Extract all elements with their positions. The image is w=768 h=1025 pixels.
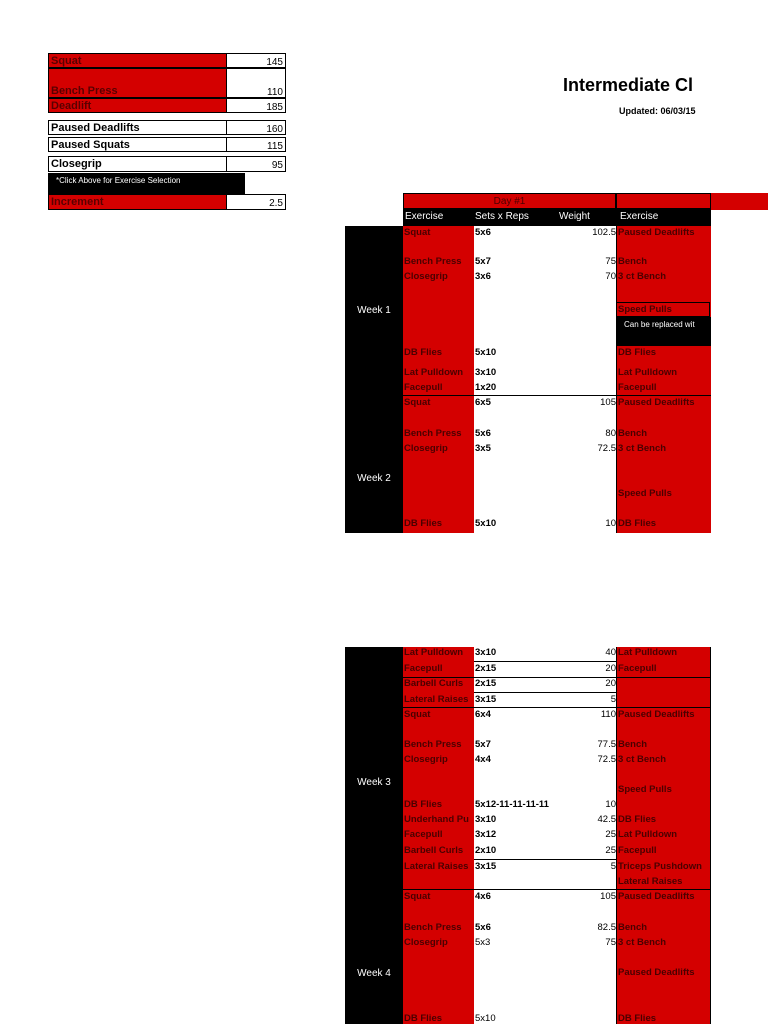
row-sets-reps[interactable]: 5x10	[475, 518, 497, 529]
row-exercise[interactable]: Bench Press	[404, 922, 462, 933]
row-sets-reps[interactable]: 6x5	[475, 397, 491, 408]
row-sets-reps[interactable]: 3x5	[475, 443, 491, 454]
col-divider	[616, 226, 617, 533]
row-sets-reps[interactable]: 5x3	[475, 937, 491, 948]
row-weight: 77.5	[597, 739, 616, 750]
row-sets-reps[interactable]: 2x10	[475, 845, 497, 856]
week-divider	[403, 889, 711, 890]
row-weight: 72.5	[597, 754, 616, 765]
row-exercise[interactable]: Lateral Raises	[404, 861, 469, 872]
row-sets-reps[interactable]: 3x12	[475, 829, 497, 840]
lift-value-paused-squats[interactable]: 115	[226, 137, 286, 152]
row-exercise-2[interactable]: DB Flies	[618, 347, 657, 358]
replace-tooltip: Can be replaced wit	[616, 317, 711, 346]
row-exercise-2[interactable]: 3 ct Bench	[618, 271, 667, 282]
row-weight: 5	[610, 861, 616, 872]
row-exercise-2[interactable]: Facepull	[618, 382, 657, 393]
col-header-exercise: Exercise	[405, 211, 444, 222]
row-exercise-2[interactable]: Bench	[618, 922, 648, 933]
row-exercise[interactable]: Lat Pulldown	[404, 647, 464, 658]
col-header-weight: Weight	[559, 211, 590, 222]
row-exercise[interactable]: Closegrip	[404, 443, 448, 454]
row-exercise[interactable]: Facepull	[404, 663, 443, 674]
row-divider	[474, 692, 616, 693]
row-divider	[474, 661, 616, 662]
row-weight: 75	[605, 937, 616, 948]
row-exercise-2[interactable]: Paused Deadlifts	[618, 967, 695, 978]
col-divider	[616, 647, 617, 1024]
row-exercise[interactable]: DB Flies	[404, 347, 443, 358]
row-exercise[interactable]: Barbell Curls	[404, 678, 464, 689]
row-sets-reps[interactable]: 5x6	[475, 922, 491, 933]
exercise-selection-note: *Click Above for Exercise Selection	[48, 173, 245, 195]
row-exercise-2[interactable]: Paused Deadlifts	[618, 891, 695, 902]
exercise2-column-b-blank	[616, 677, 711, 707]
row-exercise[interactable]: Closegrip	[404, 271, 448, 282]
row-weight: 75	[605, 256, 616, 267]
row-sets-reps[interactable]: 2x15	[475, 663, 497, 674]
col-divider	[710, 647, 711, 1024]
row-sets-reps[interactable]: 4x6	[475, 891, 491, 902]
row-sets-reps[interactable]: 3x6	[475, 271, 491, 282]
row-exercise-2[interactable]: Bench	[618, 256, 648, 267]
row-exercise-2[interactable]: Facepull	[618, 845, 657, 856]
week-column-a	[345, 226, 403, 533]
updated-date: Updated: 06/03/15	[619, 106, 696, 116]
row-exercise[interactable]: Bench Press	[404, 256, 462, 267]
row-exercise[interactable]: DB Flies	[404, 1013, 443, 1024]
row-exercise[interactable]: Squat	[404, 709, 431, 720]
row-exercise[interactable]: Closegrip	[404, 937, 448, 948]
row-exercise-2[interactable]: 3 ct Bench	[618, 754, 667, 765]
row-weight: 25	[605, 829, 616, 840]
row-exercise-2[interactable]: DB Flies	[618, 814, 657, 825]
row-exercise[interactable]: Lateral Raises	[404, 694, 469, 705]
column-header-bar	[403, 209, 711, 226]
row-sets-reps[interactable]: 5x10	[475, 1013, 496, 1024]
row-exercise-2[interactable]: Triceps Pushdown	[618, 861, 702, 872]
lift-value-deadlift[interactable]: 185	[226, 98, 286, 113]
row-sets-reps[interactable]: 4x4	[475, 754, 491, 765]
row-exercise[interactable]: Closegrip	[404, 754, 448, 765]
row-weight: 70	[605, 271, 616, 282]
row-weight: 105	[600, 891, 616, 902]
lift-name-deadlift[interactable]: Deadlift	[48, 98, 226, 113]
row-sets-reps[interactable]: 5x10	[475, 347, 497, 358]
row-exercise-2[interactable]: Paused Deadlifts	[618, 709, 695, 720]
row-exercise-2[interactable]: Lat Pulldown	[618, 647, 678, 658]
row-exercise[interactable]: Facepull	[404, 829, 443, 840]
row-weight: 5	[610, 694, 616, 705]
day-header-label: Day #1	[493, 196, 526, 207]
row-exercise-2[interactable]: Lateral Raises	[618, 876, 683, 887]
row-sets-reps[interactable]: 5x6	[475, 428, 491, 439]
row-exercise[interactable]: Facepull	[404, 382, 443, 393]
row-exercise[interactable]: Bench Press	[404, 428, 462, 439]
row-exercise-2[interactable]: Lat Pulldown	[618, 367, 678, 378]
row-exercise-2[interactable]: Paused Deadlifts	[618, 227, 695, 238]
row-exercise[interactable]: Squat	[404, 891, 431, 902]
lift-name-bench-press[interactable]: Bench Press	[48, 68, 226, 98]
row-weight: 10	[605, 799, 616, 810]
row-weight: 20	[605, 663, 616, 674]
row-sets-reps[interactable]: 3x15	[475, 861, 497, 872]
week-1-label: Week 1	[357, 305, 391, 316]
row-sets-reps[interactable]: 3x15	[475, 694, 497, 705]
day-header-bar	[403, 193, 616, 209]
row-weight: 20	[605, 678, 616, 689]
row-weight: 82.5	[597, 922, 616, 933]
row-weight: 72.5	[597, 443, 616, 454]
week-divider	[403, 707, 711, 708]
row-exercise-2[interactable]: Speed Pulls	[618, 784, 672, 795]
lift-value-squat[interactable]: 145	[226, 53, 286, 68]
row-exercise[interactable]: Underhand Pu	[404, 814, 469, 825]
row-weight: 105	[600, 397, 616, 408]
row-exercise-2[interactable]: Speed Pulls	[618, 488, 672, 499]
lift-value-bench-press[interactable]: 110	[226, 68, 286, 98]
row-weight: 80	[605, 428, 616, 439]
week-4-label: Week 4	[357, 968, 391, 979]
row-sets-reps[interactable]: 5x7	[475, 256, 491, 267]
row-exercise-2[interactable]: Facepull	[618, 663, 657, 674]
row-exercise-2[interactable]: Paused Deadlifts	[618, 397, 695, 408]
red-ribbon	[711, 193, 768, 210]
row-weight: 42.5	[597, 814, 616, 825]
row-sets-reps[interactable]: 3x10	[475, 814, 497, 825]
row-exercise[interactable]: DB Flies	[404, 799, 443, 810]
row-exercise[interactable]: DB Flies	[404, 518, 443, 529]
row-sets-reps[interactable]: 3x10	[475, 367, 497, 378]
increment-value[interactable]: 2.5	[226, 194, 286, 210]
row-weight: 102.5	[592, 227, 616, 238]
row-weight: 10	[605, 518, 616, 529]
row-divider	[474, 859, 616, 860]
row-sets-reps[interactable]: 3x10	[475, 647, 497, 658]
lift-name-paused-squats[interactable]: Paused Squats	[48, 137, 226, 152]
row-exercise[interactable]: Squat	[404, 227, 431, 238]
lift-name-paused-deadlifts[interactable]: Paused Deadlifts	[48, 120, 226, 135]
row-weight: 40	[605, 647, 616, 658]
week-3-label: Week 3	[357, 777, 391, 788]
row-sets-reps[interactable]: 5x12-11-11-11-11	[475, 799, 549, 810]
lift-name-closegrip[interactable]: Closegrip	[48, 156, 226, 172]
row-sets-reps[interactable]: 5x6	[475, 227, 491, 238]
row-exercise-2[interactable]: 3 ct Bench	[618, 443, 667, 454]
col-header-exercise-2: Exercise	[620, 211, 659, 222]
row-exercise[interactable]: Bench Press	[404, 739, 462, 750]
row-exercise-2[interactable]: Bench	[618, 428, 648, 439]
lift-value-paused-deadlifts[interactable]: 160	[226, 120, 286, 135]
row-exercise-2[interactable]: DB Flies	[618, 1013, 657, 1024]
week-divider	[403, 395, 711, 396]
week-2-label: Week 2	[357, 473, 391, 484]
row-exercise[interactable]: Barbell Curls	[404, 845, 464, 856]
lift-name-squat[interactable]: Squat	[48, 53, 226, 68]
row-sets-reps[interactable]: 6x4	[475, 709, 491, 720]
col-header-sets-reps: Sets x Reps	[475, 211, 529, 222]
page-title: Intermediate Cl	[563, 75, 694, 95]
increment-label: Increment	[48, 194, 226, 210]
row-exercise-2[interactable]: Lat Pulldown	[618, 829, 678, 840]
row-exercise-2[interactable]: 3 ct Bench	[618, 937, 667, 948]
row-exercise[interactable]: Squat	[404, 397, 431, 408]
day2-header-bar	[616, 193, 711, 209]
row-exercise-2[interactable]: DB Flies	[618, 518, 657, 529]
row-exercise-2[interactable]: Bench	[618, 739, 648, 750]
row-sets-reps[interactable]: 1x20	[475, 382, 497, 393]
row-sets-reps[interactable]: 5x7	[475, 739, 491, 750]
lift-value-closegrip[interactable]: 95	[226, 156, 286, 172]
row-sets-reps[interactable]: 2x15	[475, 678, 497, 689]
row-weight: 25	[605, 845, 616, 856]
row-weight: 110	[600, 709, 616, 720]
row-exercise[interactable]: Lat Pulldown	[404, 367, 464, 378]
row-exercise-2[interactable]: Speed Pulls	[618, 304, 672, 315]
